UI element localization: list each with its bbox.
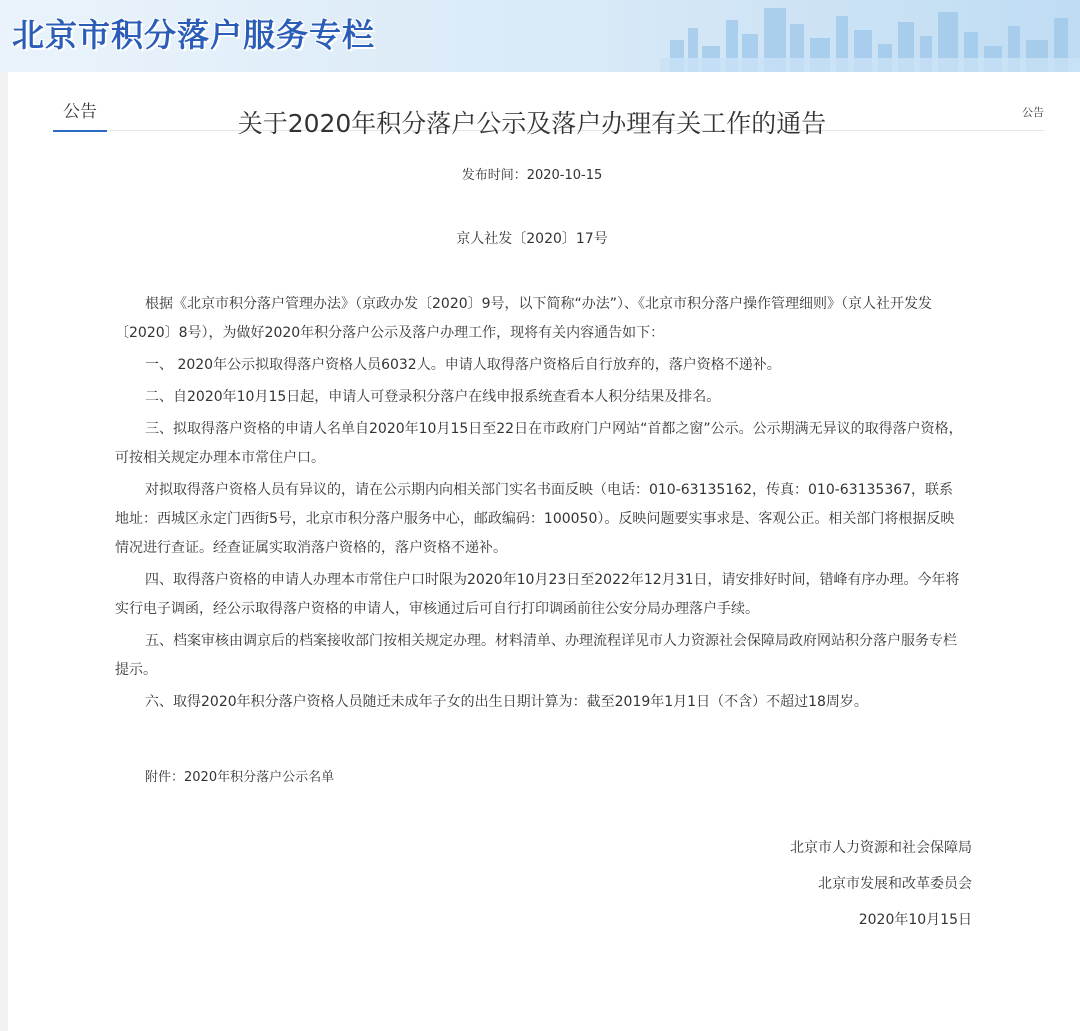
paragraph: 五、档案审核由调京后的档案接收部门按相关规定办理。材料清单、办理流程详见市人力资源社会保障局政府网站积分落户服务专栏提示。 xyxy=(115,633,957,678)
paragraph: 六、取得2020年积分落户资格人员随迁未成年子女的出生日期计算为：截至2019年1月1日（不含）不超过18周岁。 xyxy=(145,694,868,710)
paragraph: 一、 2020年公示拟取得落户资格人员6032人。申请人取得落户资格后自行放弃的，落户资格不递补。 xyxy=(145,357,781,373)
document-number: 京人社发〔2020〕17号 xyxy=(456,231,608,247)
paragraph: 三、拟取得落户资格的申请人名单自2020年10月15日至22日在市政府门户网站“首都之窗”公示。公示期满无异议的取得落户资格，可按相关规定办理本市常住户口。 xyxy=(115,421,963,466)
paragraph: 四、取得落户资格的申请人办理本市常住户口时限为2020年10月23日至2022年12月31日，请安排好时间，错峰有序办理。今年将实行电子调函，经公示取得落户资格的申请人，审核通过后可自行打印调函前往公安分局办理落户手续。 xyxy=(115,572,960,617)
signature-block xyxy=(790,830,972,938)
breadcrumb[interactable]: 公告 xyxy=(1022,106,1044,119)
signature-date: 2020年10月15日 xyxy=(858,912,972,928)
city-skyline-illustration xyxy=(660,0,1080,72)
article-body xyxy=(115,290,967,720)
signature-line: 北京市发展和改革委员会 xyxy=(818,876,972,892)
publish-date: 发布时间：2020-10-15 xyxy=(461,168,603,183)
signature-line: 北京市人力资源和社会保障局 xyxy=(790,840,972,856)
banner-title: 北京市积分落户服务专栏 xyxy=(12,16,376,54)
article-title: 关于2020年积分落户公示及落户办理有关工作的通告 xyxy=(237,109,827,138)
attachment-link[interactable]: 附件：2020年积分落户公示名单 xyxy=(145,770,335,785)
tab-announcement[interactable]: 公告 xyxy=(53,100,107,132)
paragraph: 二、自2020年10月15日起，申请人可登录积分落户在线申报系统查看本人积分结果及排名。 xyxy=(145,389,721,405)
header-banner xyxy=(0,0,1080,72)
paragraph: 根据《北京市积分落户管理办法》（京政办发〔2020〕9号，以下简称“办法”）、《北京市积分落户操作管理细则》（京人社开发发〔2020〕8号），为做好2020年积分落户公示及落户办理工作，现将有关内容通告如下： xyxy=(115,296,933,341)
paragraph: 对拟取得落户资格人员有异议的，请在公示期内向相关部门实名书面反映（电话：010-63135162，传真：010-63135367，联系地址：西城区永定门西街5号，北京市积分落户服务中心，邮政编码：100050）。反映问题要实事求是、客观公正。相关部门将根据反映情况进行查证。经查证属实取消落户资格的，落户资格不递补。 xyxy=(115,482,955,556)
